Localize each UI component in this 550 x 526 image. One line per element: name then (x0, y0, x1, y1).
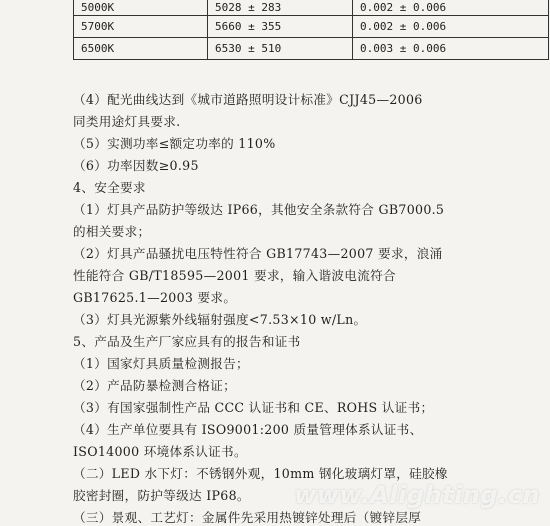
table-row (74, 0, 549, 16)
table-cell: 5660 ± 355 (208, 16, 353, 38)
table-cell: 5000K (74, 0, 208, 16)
table-row (74, 16, 549, 38)
text-line: 性能符合 GB/T18595—2001 要求，输入谐波电流符合 (73, 268, 396, 283)
text-line: （1）国家灯具质量检测报告； (73, 356, 249, 371)
text-line: （1）灯具产品防护等级达 IP66，其他安全条款符合 GB7000.5 (73, 202, 445, 217)
text-line: （5）实测功率≤额定功率的 110% (73, 136, 276, 151)
table-cell: 0.002 ± 0.006 (353, 0, 549, 16)
text-line: （3）有国家强制性产品 CCC 认证书和 CE、ROHS 认证书； (73, 400, 434, 415)
section-heading: 5、产品及生产厂家应具有的报告和证书 (73, 334, 301, 349)
table-row (74, 38, 549, 60)
table-cell: 6500K (74, 38, 208, 60)
text-line: GB17625.1—2003 要求。 (73, 290, 237, 305)
table-cell: 5700K (74, 16, 208, 38)
text-line: 同类用途灯具要求. (73, 114, 181, 129)
text-line: （4）配光曲线达到《城市道路照明设计标准》CJJ45—2006 (73, 92, 423, 107)
text-line: （2）产品防暴检测合格证； (73, 378, 237, 393)
text-line: （4）生产单位要具有 ISO9001:200 质量管理体系认证书、 (73, 422, 423, 437)
watermark: www.Alighting.cn (294, 481, 540, 509)
table-cell: 0.002 ± 0.006 (353, 16, 549, 38)
text-line: （6）功率因数≥0.95 (73, 158, 199, 173)
text-line: （二）LED 水下灯：不锈钢外观，10mm 钢化玻璃灯罩，硅胶橡 (73, 466, 448, 481)
color-temperature-table (73, 0, 549, 60)
text-line: ISO14000 环境体系认证书。 (73, 444, 247, 459)
text-line: （2）灯具产品骚扰电压特性符合 GB17743—2007 要求，浪涌 (73, 246, 443, 261)
text-line: 胶密封圈，防护等级达 IP68。 (73, 488, 250, 503)
table-cell: 0.003 ± 0.006 (353, 38, 549, 60)
text-line: （三）景观、工艺灯：金属件先采用热镀锌处理后（镀锌层厚 (73, 510, 422, 525)
text-line: （3）灯具光源紫外线辐射强度<7.53×10 w/Ln。 (73, 312, 367, 327)
table-cell: 6530 ± 510 (208, 38, 353, 60)
table-cell: 5028 ± 283 (208, 0, 353, 16)
text-line: 的相关要求； (73, 224, 151, 239)
section-heading: 4、安全要求 (73, 180, 146, 195)
